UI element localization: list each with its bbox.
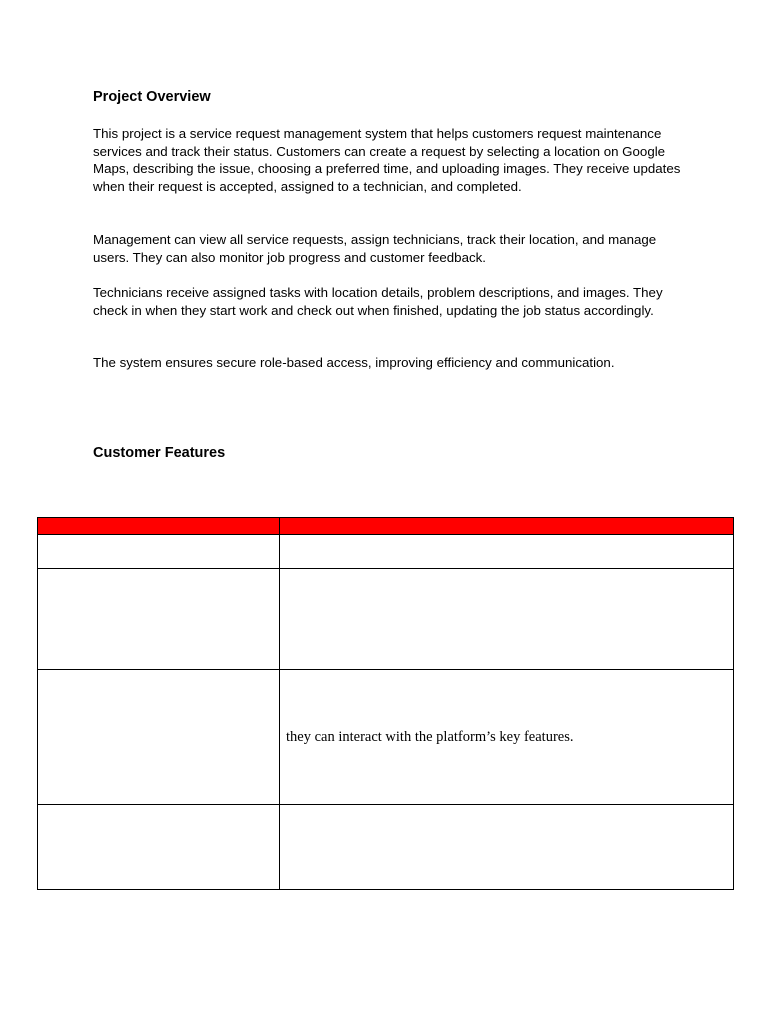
- overview-paragraph-2: Management can view all service requests, assign technicians, track their location, and manage users. They can also monitor job progress and customer feedback.: [93, 232, 657, 265]
- table-header-row: [38, 518, 734, 535]
- table-cell: [38, 569, 280, 670]
- table-header-cell-1: [38, 518, 280, 535]
- table-cell: [280, 535, 734, 569]
- table-row: [38, 569, 734, 670]
- table-cell: [280, 569, 734, 670]
- overview-paragraph-1: This project is a service request management system that helps customers request maintenance services and track their status. Customers can create a request by selecting a location on Google Maps, describing the issue, choosing a preferred time, and uploading images. They receive updates when their request is accepted, assigned to a technician, and completed.: [93, 126, 681, 194]
- customer-features-table: [37, 517, 734, 890]
- overview-paragraph-4: The system ensures secure role-based access, improving efficiency and communication.: [93, 355, 615, 370]
- overview-paragraph-3: Technicians receive assigned tasks with location details, problem descriptions, and images. They check in when they start work and check out when finished, updating the job status accordingly.: [93, 285, 663, 318]
- table-row: [38, 535, 734, 569]
- table-cell: [38, 535, 280, 569]
- table-row: [38, 805, 734, 890]
- table-cell: [280, 805, 734, 890]
- table-cell: [38, 670, 280, 805]
- table-cell: they can interact with the platform’s key features.: [280, 670, 734, 805]
- table-header-cell-2: [280, 518, 734, 535]
- project-overview-heading: Project Overview: [93, 89, 211, 105]
- table-row: [38, 670, 734, 805]
- customer-features-heading: Customer Features: [93, 445, 226, 461]
- table-cell: [38, 805, 280, 890]
